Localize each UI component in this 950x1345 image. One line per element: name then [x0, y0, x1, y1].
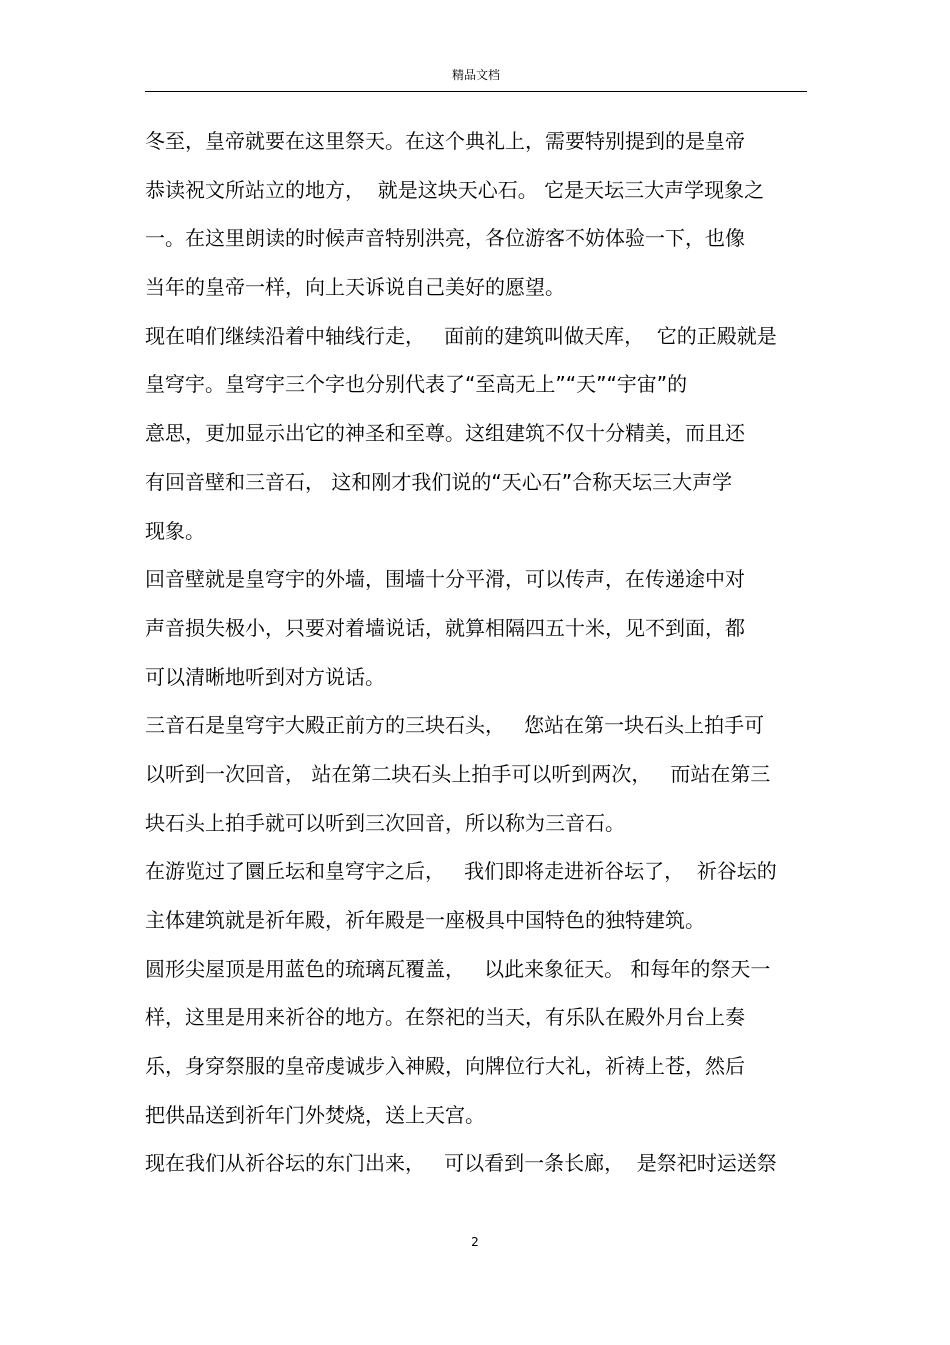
text-line: 主体建筑就是祈年殿，祈年殿是一座极具中国特色的独特建筑。 — [145, 908, 705, 932]
text-line: 现在我们从祈谷坛的东门出来， 可以看到一条长廊， 是祭祀时运送祭 — [145, 1151, 777, 1176]
header-divider — [145, 91, 807, 92]
text-line: 回音壁就是皇穹宇的外墙，围墙十分平滑，可以传声，在传递途中对 — [145, 567, 745, 592]
text-line: 块石头上拍手就可以听到三次回音，所以称为三音石。 — [145, 810, 625, 835]
text-line: 圆形尖屋顶是用蓝色的琉璃瓦覆盖， 以此来象征天。 和每年的祭天一 — [145, 956, 771, 981]
document-body — [145, 125, 810, 1196]
text-line: 样，这里是用来祈谷的地方。在祭祀的当天，有乐队在殿外月台上奏 — [145, 1005, 745, 1030]
text-line: 现在咱们继续沿着中轴线行走， 面前的建筑叫做天库， 它的正殿就是 — [145, 323, 777, 348]
text-line: 三音石是皇穹宇大殿正前方的三块石头， 您站在第一块石头上拍手可 — [145, 713, 765, 738]
text-line: 以听到一次回音， 站在第二块石头上拍手可以听到两次， 而站在第三 — [145, 761, 771, 786]
text-line: 一。在这里朗读的时候声音特别洪亮，各位游客不妨体验一下，也像 — [145, 226, 745, 251]
text-line: 把供品送到祈年门外焚烧，送上天宫。 — [145, 1102, 485, 1127]
text-line: 意思，更加显示出它的神圣和至尊。这组建筑不仅十分精美，而且还 — [145, 421, 745, 446]
text-line: 乐，身穿祭服的皇帝虔诚步入神殿，向牌位行大礼，祈祷上苍，然后 — [145, 1054, 745, 1079]
text-line: 可以清晰地听到对方说话。 — [145, 664, 385, 689]
page-header-title: 精品文档 — [451, 68, 500, 82]
text-line: 冬至，皇帝就要在这里祭天。在这个典礼上，需要特别提到的是皇帝 — [145, 129, 745, 153]
text-line: 有回音壁和三音石， 这和刚才我们说的“天心石”合称天坛三大声学 — [145, 469, 733, 494]
text-line: 恭读祝文所站立的地方， 就是这块天心石。 它是天坛三大声学现象之 — [145, 177, 765, 202]
text-line: 现象。 — [145, 518, 205, 543]
text-line: 在游览过了圜丘坛和皇穹宇之后， 我们即将走进祈谷坛了， 祈谷坛的 — [145, 859, 777, 884]
text-line: 当年的皇帝一样，向上天诉说自己美好的愿望。 — [145, 275, 565, 300]
text-line: 声音损失极小，只要对着墙说话，就算相隔四五十米，见不到面，都 — [145, 615, 745, 640]
page-number: 2 — [471, 1235, 479, 1249]
text-line: 皇穹宇。皇穹宇三个字也分别代表了“至高无上”“天”“宇宙”的 — [145, 372, 688, 397]
